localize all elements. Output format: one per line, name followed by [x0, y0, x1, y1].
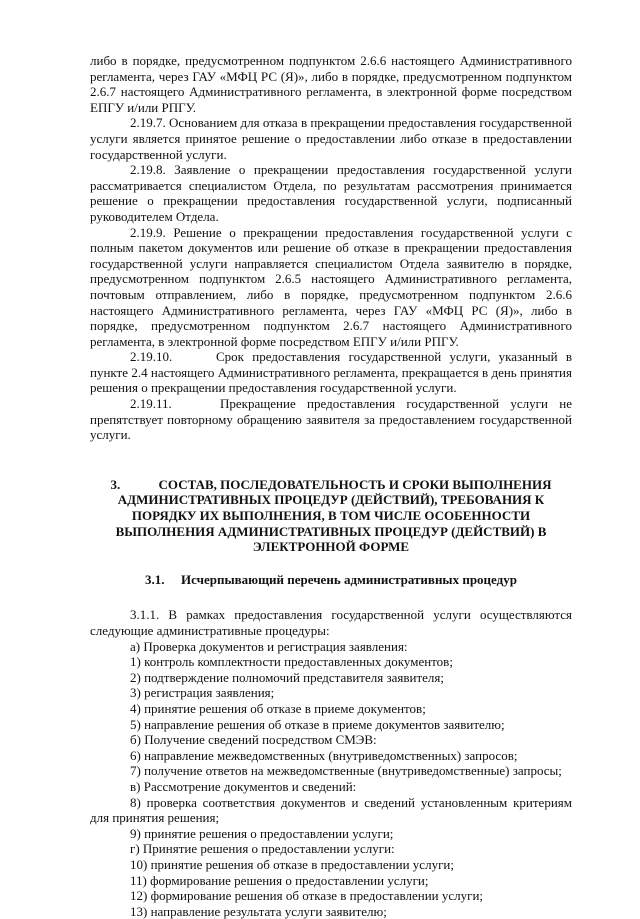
paragraph-continuation: либо в порядке, предусмотренном подпунктом 2.6.6 настоящего Административного регламента, через ГАУ «МФЦ РС (Я)», либо в порядке, предусмотренном подпунктом 2.6.7 настоящего Административного регламента, в электронной форме посредством ЕПГУ и/или РПГУ. [90, 53, 572, 115]
list-item: 12) формирование решения об отказе в предоставлении услуги; [130, 888, 484, 904]
paragraph-text: Срок предоставления государственной услуги, указанный в пункте 2.4 настоящего Административного регламента, прекращается в день принятия решения о прекращении предоставления государственной услуги. [90, 349, 572, 396]
list-item: 11) формирование решения о предоставлении услуги; [130, 872, 429, 888]
list-item: в) Рассмотрение документов и сведений: [130, 778, 357, 794]
list-item: г) Принятие решения о предоставлении услуги: [130, 841, 395, 857]
procedure-list [90, 639, 572, 919]
paragraph-text: Прекращение предоставления государственной услуги не препятствует повторному обращению заявителя за предоставлением государственной услуги. [90, 396, 572, 443]
list-item: 8) проверка соответствия документов и сведений установленным критериям для принятия решения; [90, 794, 572, 826]
list-item: 13) направление результата услуги заявителю; [130, 903, 387, 919]
paragraph-number: 2.19.10. [130, 349, 173, 365]
list-item: 10) принятие решения об отказе в предоставлении услуги; [130, 856, 454, 872]
section-title: СОСТАВ, ПОСЛЕДОВАТЕЛЬНОСТЬ И СРОКИ ВЫПОЛНЕНИЯ АДМИНИСТРАТИВНЫХ ПРОЦЕДУР (ДЕЙСТВИЙ), ТРЕБОВАНИЯ К ПОРЯДКУ ИХ ВЫПОЛНЕНИЯ, В ТОМ ЧИСЛЕ ОСОБЕННОСТИ ВЫПОЛНЕНИЯ АДМИНИСТРАТИВНЫХ ПРОЦЕДУР (ДЕЙСТВИЙ) В ЭЛЕКТРОННОЙ ФОРМЕ [115, 476, 552, 555]
paragraph-2-19-11 [90, 396, 572, 443]
list-item: 7) получение ответов на межведомственные (внутриведомственные) запросы; [130, 763, 562, 779]
list-item: 2) подтверждение полномочий представителя заявителя; [130, 669, 444, 685]
subsection-heading [90, 572, 572, 588]
section-heading [90, 477, 572, 555]
list-item: 4) принятие решения об отказе в приеме документов; [130, 700, 426, 716]
list-item: 5) направление решения об отказе в приеме документов заявителю; [130, 716, 505, 732]
subsection-title: Исчерпывающий перечень административных процедур [181, 571, 517, 587]
subsection-number: 3.1. [145, 571, 165, 587]
paragraph-2-19-9: 2.19.9. Решение о прекращении предоставления государственной услуги с полным пакетом документов или решение об отказе в прекращении предоставления государственной услуги направляется специалистом Отдела заявителю в порядке, предусмотренном подпунктом 2.6.5 настоящего Административного регламента, почтовым отправлением, либо в порядке, предусмотренном подпунктом 2.6.6 настоящего Административного регламента, через ГАУ «МФЦ РС (Я)», либо в порядке, предусмотренном подпунктом 2.6.7 настоящего Административного регламента, в электронной форме посредством ЕПГУ и/или РПГУ. [90, 224, 572, 349]
section-number: 3. [110, 476, 121, 492]
paragraph-2-19-10 [90, 349, 572, 396]
intro-paragraph: 3.1.1. В рамках предоставления государственной услуги осуществляются следующие административные процедуры: [90, 607, 572, 638]
list-item: б) Получение сведений посредством СМЭВ: [130, 732, 377, 748]
paragraph-2-19-8: 2.19.8. Заявление о прекращении предоставления государственной услуги рассматривается специалистом Отдела, по результатам рассмотрения принимается решение о прекращении предоставления государственной услуги, подписанный руководителем Отдела. [90, 162, 572, 224]
list-item: 9) принятие решения о предоставлении услуги; [130, 825, 394, 841]
paragraph-number: 2.19.11. [130, 396, 172, 412]
list-item: а) Проверка документов и регистрация заявления: [130, 638, 408, 654]
list-item: 3) регистрация заявления; [130, 685, 275, 701]
list-item: 1) контроль комплектности предоставленных документов; [130, 654, 453, 670]
paragraph-2-19-7: 2.19.7. Основанием для отказа в прекращении предоставления государственной услуги является принятое решение о предоставлении либо отказе в предоставлении государственной услуги. [90, 115, 572, 162]
list-item: 6) направление межведомственных (внутриведомственных) запросов; [130, 747, 518, 763]
